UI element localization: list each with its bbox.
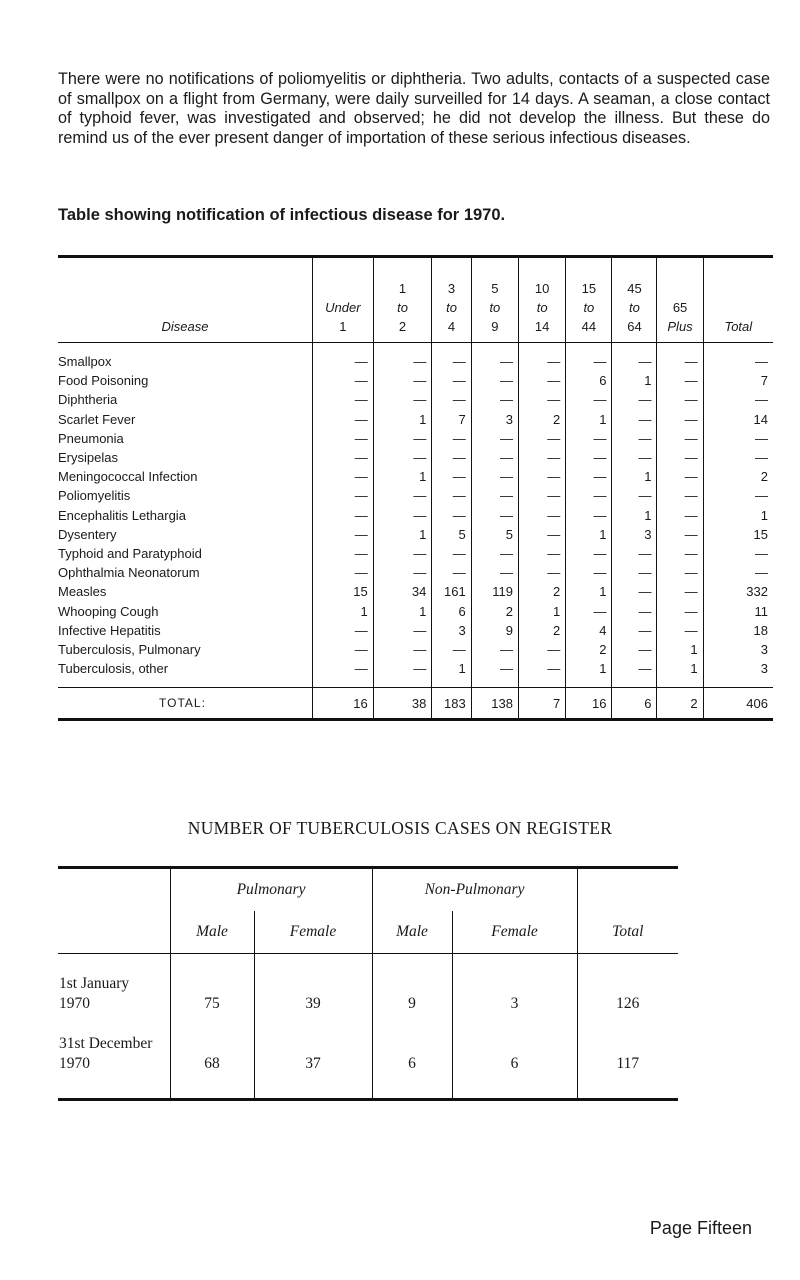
age-header-bottom: 2	[398, 319, 407, 334]
count-cell: —	[432, 390, 471, 409]
count-cell: —	[657, 544, 703, 563]
total-column-header	[703, 257, 773, 343]
count-cell: —	[471, 486, 518, 505]
value-cell: 6	[452, 1015, 577, 1100]
disease-row	[58, 486, 773, 505]
row-total-cell: —	[703, 448, 773, 467]
count-cell: 1	[519, 601, 566, 620]
count-cell: —	[519, 390, 566, 409]
disease-row	[58, 640, 773, 659]
count-cell: —	[519, 429, 566, 448]
age-header-bottom: 64	[627, 319, 642, 334]
count-cell: 15	[312, 582, 373, 601]
count-cell: —	[373, 448, 432, 467]
total-cell: 2	[657, 688, 703, 720]
row-label-line2: 1970	[59, 995, 90, 1012]
value-cell: 75	[170, 954, 254, 1016]
count-cell: —	[657, 390, 703, 409]
disease-name: Encephalitis Lethargia	[58, 507, 186, 523]
count-cell: 1	[566, 525, 612, 544]
age-header-mid: to	[489, 300, 501, 315]
disease-name: Diphtheria	[58, 392, 118, 408]
count-cell: 6	[566, 371, 612, 390]
count-cell: —	[612, 582, 657, 601]
count-cell: —	[657, 486, 703, 505]
non-pulmonary-female-header: Female	[452, 911, 577, 954]
count-cell: —	[312, 659, 373, 688]
disease-row	[58, 506, 773, 525]
count-cell: —	[566, 486, 612, 505]
count-cell: 2	[519, 410, 566, 429]
count-cell: —	[657, 467, 703, 486]
count-cell: 1	[566, 659, 612, 688]
count-cell: —	[373, 486, 432, 505]
count-cell: —	[471, 343, 518, 372]
infectious-disease-table	[58, 255, 773, 721]
count-cell: —	[519, 506, 566, 525]
age-header-mid: to	[446, 300, 457, 315]
row-total-cell: —	[703, 390, 773, 409]
count-cell: —	[519, 448, 566, 467]
count-cell: —	[657, 563, 703, 582]
count-cell: 161	[432, 582, 471, 601]
value-cell: 6	[372, 1015, 452, 1100]
count-cell: —	[612, 601, 657, 620]
disease-row	[58, 525, 773, 544]
count-cell: —	[566, 429, 612, 448]
count-cell: —	[612, 410, 657, 429]
row-total-cell: —	[703, 429, 773, 448]
count-cell: 2	[519, 582, 566, 601]
total-cell: 7	[519, 688, 566, 720]
count-cell: —	[612, 486, 657, 505]
age-header-top: 1	[398, 281, 407, 296]
row-label	[58, 954, 170, 1016]
register-row	[58, 954, 678, 1016]
total-cell: 183	[432, 688, 471, 720]
count-cell: —	[657, 410, 703, 429]
row-total-cell: 14	[703, 410, 773, 429]
disease-row	[58, 563, 773, 582]
count-cell: 3	[612, 525, 657, 544]
count-cell: —	[519, 371, 566, 390]
count-cell: —	[432, 429, 471, 448]
disease-name: Scarlet Fever	[58, 411, 136, 427]
age-header	[432, 257, 471, 343]
count-cell: 1	[612, 467, 657, 486]
count-cell: —	[432, 486, 471, 505]
count-cell: —	[432, 343, 471, 372]
row-label-line1: 31st December	[59, 1035, 153, 1052]
disease-name: Pneumonia	[58, 430, 124, 446]
row-label-line2: 1970	[59, 1055, 90, 1072]
count-cell: —	[373, 544, 432, 563]
disease-row	[58, 410, 773, 429]
total-header: Total	[577, 911, 678, 954]
row-total-cell: —	[703, 486, 773, 505]
count-cell: —	[657, 525, 703, 544]
disease-row	[58, 582, 773, 601]
disease-row	[58, 621, 773, 640]
count-cell: —	[312, 390, 373, 409]
total-cell: 16	[312, 688, 373, 720]
count-cell: 2	[566, 640, 612, 659]
count-cell: —	[657, 506, 703, 525]
disease-row	[58, 544, 773, 563]
count-cell: 34	[373, 582, 432, 601]
register-row	[58, 1015, 678, 1100]
count-cell: —	[657, 343, 703, 372]
value-cell: 68	[170, 1015, 254, 1100]
count-cell: —	[471, 659, 518, 688]
count-cell: —	[566, 448, 612, 467]
count-cell: —	[432, 371, 471, 390]
count-cell: 3	[432, 621, 471, 640]
count-cell: —	[612, 390, 657, 409]
age-header-mid: 65	[672, 300, 688, 315]
row-label	[58, 1015, 170, 1100]
count-cell: —	[471, 506, 518, 525]
disease-name: Infective Hepatitis	[58, 622, 161, 638]
disease-row	[58, 371, 773, 390]
count-cell: —	[657, 582, 703, 601]
count-cell: 1	[612, 371, 657, 390]
count-cell: —	[471, 390, 518, 409]
count-cell: 1	[373, 410, 432, 429]
count-cell: —	[566, 544, 612, 563]
row-total-cell: —	[703, 563, 773, 582]
disease-name: Poliomyelitis	[58, 488, 131, 504]
disease-row	[58, 659, 773, 688]
disease-row	[58, 448, 773, 467]
age-header	[612, 257, 657, 343]
disease-row	[58, 601, 773, 620]
count-cell: —	[657, 601, 703, 620]
age-header-bottom: 14	[534, 319, 550, 334]
count-cell: 7	[432, 410, 471, 429]
count-cell: —	[519, 659, 566, 688]
blank-header	[58, 911, 170, 954]
row-total-cell: 15	[703, 525, 773, 544]
age-header-top: 45	[627, 281, 642, 296]
count-cell: —	[312, 371, 373, 390]
count-cell: —	[566, 343, 612, 372]
count-cell: —	[657, 448, 703, 467]
age-header	[566, 257, 612, 343]
disease-name: Smallpox	[58, 354, 112, 370]
count-cell: —	[432, 467, 471, 486]
count-cell: 1	[373, 601, 432, 620]
disease-name: Typhoid and Paratyphoid	[58, 545, 202, 561]
count-cell: 5	[471, 525, 518, 544]
disease-name: Measles	[58, 584, 107, 600]
disease-row	[58, 467, 773, 486]
age-header	[312, 257, 373, 343]
count-cell: —	[312, 343, 373, 372]
age-header-top: 10	[534, 281, 550, 296]
count-cell: —	[612, 621, 657, 640]
count-cell: —	[312, 429, 373, 448]
count-cell: —	[519, 343, 566, 372]
count-cell: 9	[471, 621, 518, 640]
count-cell: —	[312, 621, 373, 640]
count-cell: —	[566, 601, 612, 620]
age-header-mid: to	[397, 300, 408, 315]
count-cell: —	[566, 563, 612, 582]
count-cell: —	[312, 544, 373, 563]
count-cell: —	[566, 390, 612, 409]
total-cell: 38	[373, 688, 432, 720]
count-cell: —	[312, 640, 373, 659]
total-cell: 138	[471, 688, 518, 720]
value-cell: 117	[577, 1015, 678, 1100]
age-header-bottom: 1	[339, 319, 347, 334]
total-label: TOTAL:	[58, 688, 312, 720]
tuberculosis-register-table	[58, 866, 678, 1101]
row-total-cell: 1	[703, 506, 773, 525]
count-cell: —	[471, 640, 518, 659]
disease-name: Tuberculosis, Pulmonary	[58, 641, 201, 657]
count-cell: —	[373, 371, 432, 390]
page-number: Page Fifteen	[649, 1218, 752, 1238]
row-total-cell: 11	[703, 601, 773, 620]
pulmonary-group-header: Pulmonary	[170, 868, 372, 912]
count-cell: —	[432, 506, 471, 525]
count-cell: —	[373, 640, 432, 659]
row-total-cell: 332	[703, 582, 773, 601]
count-cell: —	[312, 410, 373, 429]
disease-name: Meningococcal Infection	[58, 469, 198, 485]
count-cell: —	[432, 640, 471, 659]
age-header	[373, 257, 432, 343]
count-cell: —	[612, 343, 657, 372]
count-cell: —	[373, 343, 432, 372]
total-cell: 6	[612, 688, 657, 720]
blank-header	[58, 868, 170, 912]
count-cell: —	[657, 429, 703, 448]
sub-header-row	[58, 911, 678, 954]
count-cell: —	[519, 486, 566, 505]
intro-paragraph: There were no notifications of poliomyelitis or diphtheria. Two adults, contacts of a suspected case of smallpox on a flight from Germany, were daily surveilled for 14 days. A seaman, a close contact of typhoid fever, was investigated and observed; he did not develop the illness. But these do remind us of the ever present danger of importation of these serious infectious diseases.	[58, 70, 770, 147]
count-cell: —	[373, 506, 432, 525]
count-cell: 1	[373, 525, 432, 544]
value-cell: 37	[254, 1015, 372, 1100]
age-header-mid: to	[583, 300, 595, 315]
disease-row	[58, 343, 773, 372]
age-header-bottom: 9	[491, 319, 499, 334]
disease-name: Ophthalmia Neonatorum	[58, 565, 200, 581]
count-cell: —	[612, 640, 657, 659]
count-cell: 1	[612, 506, 657, 525]
age-header	[519, 257, 566, 343]
age-header-mid: to	[629, 300, 640, 315]
pulmonary-female-header: Female	[254, 911, 372, 954]
value-cell: 126	[577, 954, 678, 1016]
disease-name: Dysentery	[58, 526, 117, 542]
count-cell: 6	[432, 601, 471, 620]
disease-column-header: Disease	[58, 257, 312, 343]
count-cell: —	[373, 429, 432, 448]
count-cell: —	[373, 659, 432, 688]
count-cell: 119	[471, 582, 518, 601]
count-cell: 1	[373, 467, 432, 486]
total-cell: 16	[566, 688, 612, 720]
row-total-cell: 7	[703, 371, 773, 390]
count-cell: —	[471, 448, 518, 467]
row-total-cell: —	[703, 544, 773, 563]
age-header-bottom: 44	[581, 319, 597, 334]
count-cell: —	[373, 390, 432, 409]
disease-name: Food Poisoning	[58, 373, 149, 389]
count-cell: —	[519, 563, 566, 582]
blank-header	[577, 868, 678, 912]
table1-caption: Table showing notification of infectious disease for 1970.	[58, 206, 506, 224]
row-total-cell: 3	[703, 640, 773, 659]
row-total-cell: —	[703, 343, 773, 372]
group-header-row	[58, 868, 678, 912]
total-row	[58, 688, 773, 720]
age-header-top: 3	[447, 281, 456, 296]
age-header-bottom: Total	[724, 319, 753, 334]
row-total-cell: 3	[703, 659, 773, 688]
age-header-mid: Under	[325, 300, 361, 315]
value-cell: 3	[452, 954, 577, 1016]
age-header-bottom: Plus	[667, 319, 693, 334]
count-cell: —	[312, 448, 373, 467]
count-cell: —	[373, 621, 432, 640]
count-cell: 4	[566, 621, 612, 640]
disease-row	[58, 429, 773, 448]
count-cell: —	[312, 506, 373, 525]
count-cell: 3	[471, 410, 518, 429]
count-cell: —	[312, 486, 373, 505]
count-cell: —	[612, 544, 657, 563]
count-cell: 2	[471, 601, 518, 620]
tuberculosis-register-title: NUMBER OF TUBERCULOSIS CASES ON REGISTER	[187, 818, 613, 838]
count-cell: 1	[432, 659, 471, 688]
count-cell: —	[471, 467, 518, 486]
count-cell: —	[612, 429, 657, 448]
count-cell: —	[566, 467, 612, 486]
count-cell: —	[657, 371, 703, 390]
count-cell: —	[312, 467, 373, 486]
row-total-cell: 18	[703, 621, 773, 640]
non-pulmonary-group-header: Non-Pulmonary	[372, 868, 577, 912]
count-cell: —	[657, 621, 703, 640]
count-cell: —	[519, 525, 566, 544]
count-cell: —	[432, 544, 471, 563]
count-cell: —	[471, 429, 518, 448]
age-header	[471, 257, 518, 343]
count-cell: 1	[566, 410, 612, 429]
count-cell: —	[471, 544, 518, 563]
age-header-mid: to	[536, 300, 548, 315]
count-cell: —	[312, 525, 373, 544]
count-cell: 1	[657, 659, 703, 688]
disease-name: Tuberculosis, other	[58, 661, 169, 677]
count-cell: —	[471, 563, 518, 582]
count-cell: 1	[566, 582, 612, 601]
count-cell: —	[566, 506, 612, 525]
total-cell: 406	[703, 688, 773, 720]
non-pulmonary-male-header: Male	[372, 911, 452, 954]
row-total-cell: 2	[703, 467, 773, 486]
age-header	[657, 257, 703, 343]
row-label-line1: 1st January	[59, 975, 130, 992]
count-cell: —	[432, 448, 471, 467]
count-cell: 1	[657, 640, 703, 659]
count-cell: —	[519, 544, 566, 563]
age-header-top: 15	[581, 281, 597, 296]
count-cell: —	[612, 563, 657, 582]
count-cell: —	[519, 640, 566, 659]
count-cell: —	[373, 563, 432, 582]
count-cell: —	[612, 448, 657, 467]
disease-row	[58, 390, 773, 409]
count-cell: 2	[519, 621, 566, 640]
count-cell: —	[471, 371, 518, 390]
count-cell: —	[519, 467, 566, 486]
count-cell: 5	[432, 525, 471, 544]
count-cell: 1	[312, 601, 373, 620]
count-cell: —	[612, 659, 657, 688]
age-header-bottom: 4	[447, 319, 456, 334]
table1-header-row	[58, 257, 773, 343]
pulmonary-male-header: Male	[170, 911, 254, 954]
value-cell: 9	[372, 954, 452, 1016]
value-cell: 39	[254, 954, 372, 1016]
count-cell: —	[312, 563, 373, 582]
age-header-top: 5	[491, 281, 499, 296]
count-cell: —	[432, 563, 471, 582]
disease-name: Erysipelas	[58, 450, 118, 466]
disease-name: Whooping Cough	[58, 603, 159, 619]
